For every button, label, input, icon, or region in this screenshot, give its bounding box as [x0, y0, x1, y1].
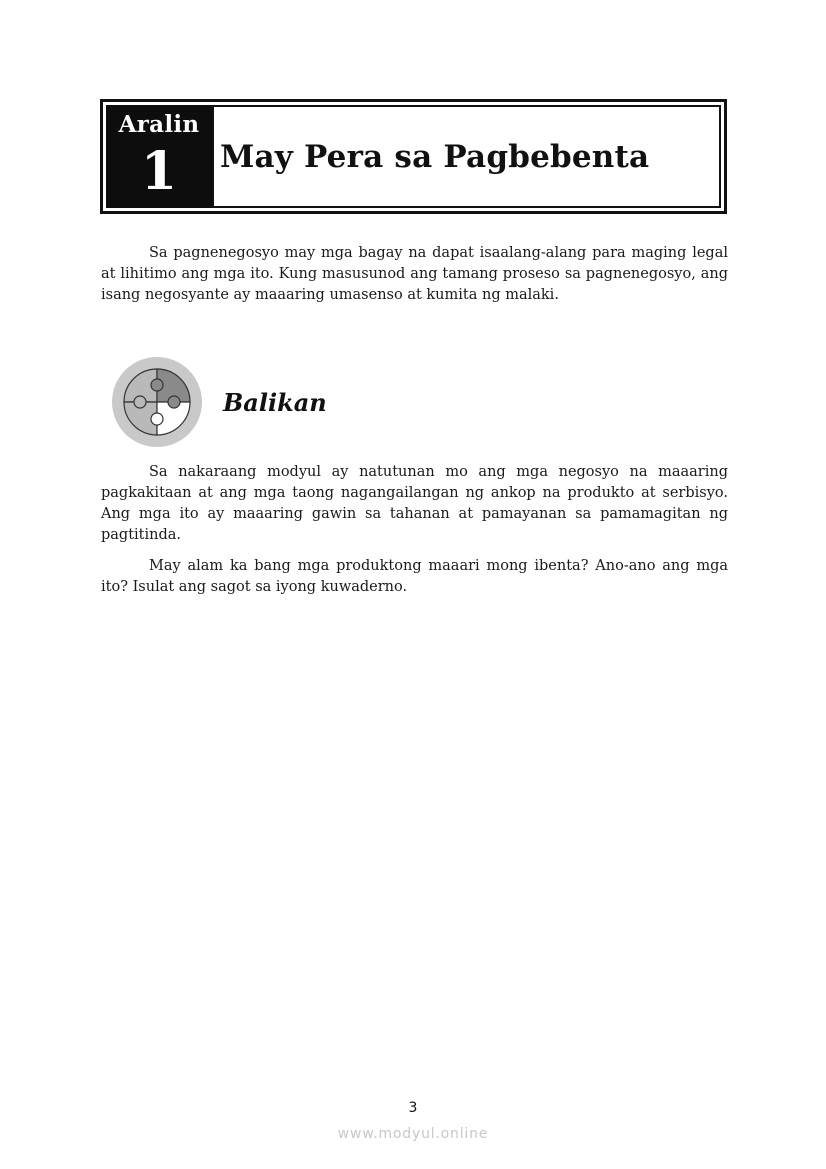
- lesson-badge: [106, 105, 212, 208]
- lesson-title: May Pera sa Pagbebenta: [220, 139, 650, 175]
- intro-paragraph: Sa pagnenegosyo may mga bagay na dapat isaalang-alang para maging legal at lihitimo ang mga ito. Kung masusunod ang tamang proseso sa pagnenegosyo, ang isang negosyante ay maaaring umasenso at kumita ng malaki.: [101, 245, 728, 303]
- puzzle-icon: [111, 356, 203, 448]
- watermark: www.modyul.online: [337, 1126, 489, 1142]
- lesson-badge-word: Aralin: [118, 111, 200, 138]
- section-paragraph-1: Sa nakaraang modyul ay natutunan mo ang mga negosyo na maaaring pagkakitaan at ang mga taong nagangailangan ng ankop na produkto at serbisyo. Ang mga ito ay maaaring gawin sa tahanan at pamayanan sa pamamagitan ng pagtitinda.: [101, 464, 728, 543]
- lesson-number: 1: [140, 141, 178, 202]
- section-paragraph-2: May alam ka bang mga produktong maaari mong ibenta? Ano-ano ang mga ito? Isulat ang sagot sa iyong kuwaderno.: [101, 558, 728, 595]
- section-title: Balikan: [223, 388, 327, 417]
- lesson-header: [100, 99, 727, 214]
- page-number: 3: [408, 1100, 418, 1116]
- lesson-title-box: [212, 105, 721, 208]
